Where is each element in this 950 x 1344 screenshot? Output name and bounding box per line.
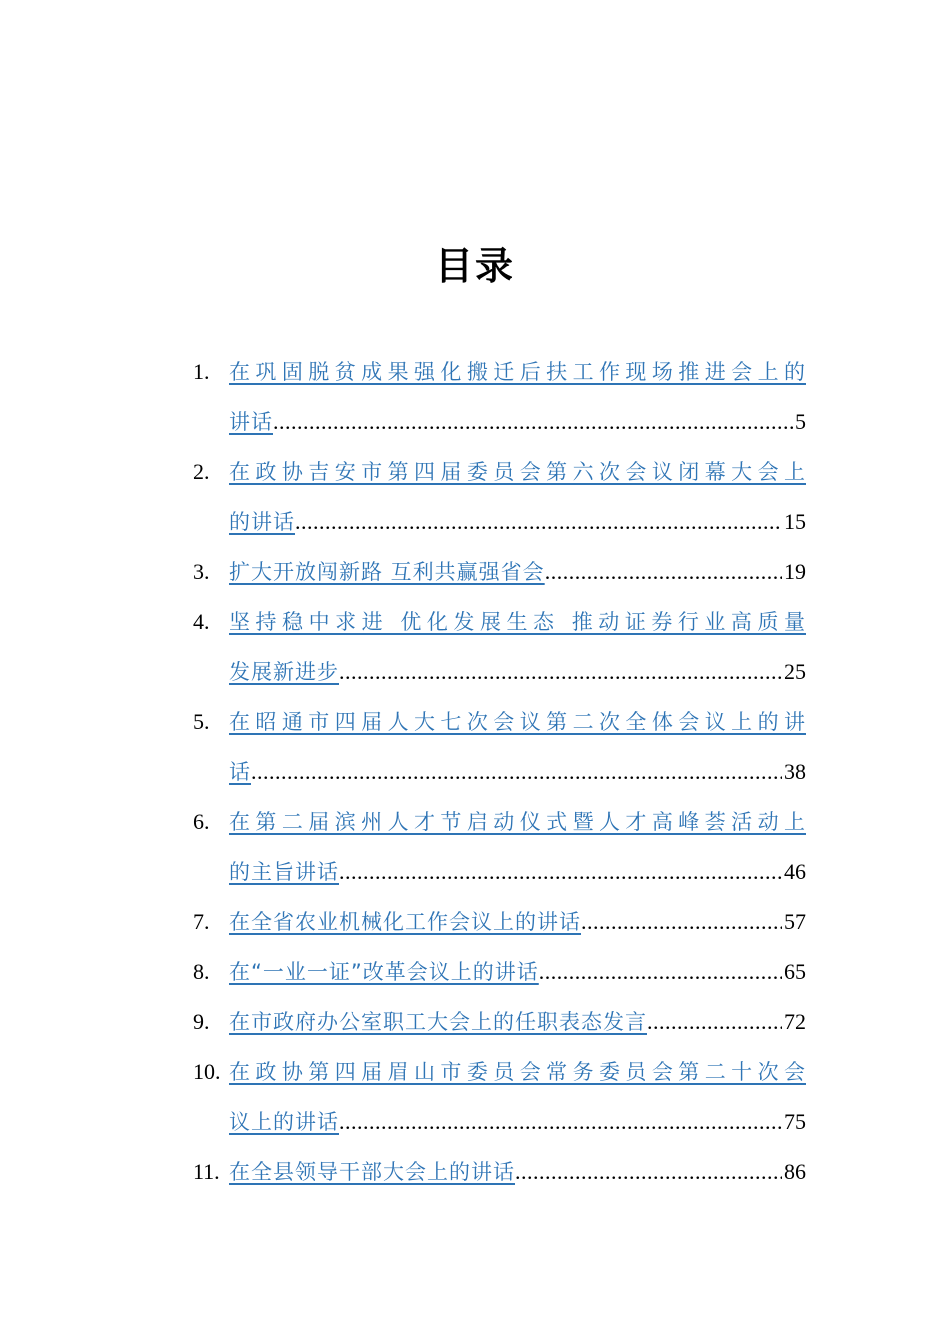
- toc-entry-last-line: [229, 547, 806, 597]
- toc-entry: [193, 797, 806, 897]
- toc-entry-link[interactable]: 发展新进步: [229, 660, 339, 684]
- toc-entry-first-line: [229, 597, 806, 647]
- toc-entry: [193, 447, 806, 547]
- toc-page-number: 5: [795, 409, 806, 434]
- toc-entry-body: [229, 547, 806, 597]
- toc-entry-link[interactable]: 扩大开放闯新路 互利共赢强省会: [229, 560, 545, 584]
- toc-entry-link[interactable]: 坚持稳中求进 优化发展生态 推动证券行业高质量: [229, 610, 806, 634]
- toc-entry-link[interactable]: 在“一业一证”改革会议上的讲话: [229, 960, 539, 984]
- toc-page-number: 38: [784, 759, 806, 784]
- dot-leader: [339, 647, 782, 697]
- dot-leader: [647, 997, 782, 1047]
- dot-leader: [273, 397, 793, 447]
- toc-entry-last-line: [229, 897, 806, 947]
- toc-entry-number: 7.: [193, 909, 210, 934]
- toc-entry: [193, 947, 806, 997]
- toc-entry-first-line: [229, 447, 806, 497]
- toc-page-number: 19: [784, 559, 806, 584]
- toc-entry-last-line: [229, 947, 806, 997]
- dot-leader: [251, 747, 782, 797]
- toc-entry-body: [229, 597, 806, 697]
- toc-entry-number: 8.: [193, 959, 210, 984]
- toc-entry-first-line: [229, 797, 806, 847]
- toc-entry-link[interactable]: 在巩固脱贫成果强化搬迁后扶工作现场推进会上的: [229, 360, 806, 384]
- toc-entry-number: 9.: [193, 1009, 210, 1034]
- toc-entry-first-line: [229, 697, 806, 747]
- toc-entry-link[interactable]: 在全省农业机械化工作会议上的讲话: [229, 910, 581, 934]
- toc-entry-body: [229, 1047, 806, 1147]
- toc-entry-number: 6.: [193, 809, 210, 834]
- toc-entry-link[interactable]: 话: [229, 760, 251, 784]
- toc-entry-body: [229, 997, 806, 1047]
- toc-page-number: 57: [784, 909, 806, 934]
- toc-entry: [193, 697, 806, 797]
- toc-page-number: 65: [784, 959, 806, 984]
- toc-entry: [193, 897, 806, 947]
- toc-entry-link[interactable]: 在政协第四届眉山市委员会常务委员会第二十次会: [229, 1060, 806, 1084]
- dot-leader: [581, 897, 782, 947]
- dot-leader: [515, 1147, 782, 1197]
- dot-leader: [339, 1097, 782, 1147]
- toc-entry-last-line: [229, 847, 806, 897]
- toc-entry: [193, 1147, 806, 1197]
- toc-entry-last-line: [229, 397, 806, 447]
- toc-entry-first-line: [229, 347, 806, 397]
- toc-entry-body: [229, 897, 806, 947]
- toc-entry: [193, 597, 806, 697]
- toc-entry-link[interactable]: 议上的讲话: [229, 1110, 339, 1134]
- toc-entry-number: 4.: [193, 609, 210, 634]
- toc-page-number: 72: [784, 1009, 806, 1034]
- toc-entry: [193, 1047, 806, 1147]
- toc-entry-link[interactable]: 在市政府办公室职工大会上的任职表态发言: [229, 1010, 647, 1034]
- toc-entry-link[interactable]: 在昭通市四届人大七次会议第二次全体会议上的讲: [229, 710, 806, 734]
- toc-entry-link[interactable]: 的主旨讲话: [229, 860, 339, 884]
- toc-page-number: 46: [784, 859, 806, 884]
- toc-page-number: 15: [784, 509, 806, 534]
- toc-entry: [193, 347, 806, 447]
- toc-entry-link[interactable]: 讲话: [229, 410, 273, 434]
- toc-entry-link[interactable]: 在政协吉安市第四届委员会第六次会议闭幕大会上: [229, 460, 806, 484]
- toc-entry-number: 1.: [193, 359, 210, 384]
- dot-leader: [295, 497, 782, 547]
- toc-entry-body: [229, 797, 806, 897]
- toc-entry-body: [229, 447, 806, 547]
- dot-leader: [545, 547, 782, 597]
- dot-leader: [339, 847, 782, 897]
- toc-entry-link[interactable]: 在全县领导干部大会上的讲话: [229, 1160, 515, 1184]
- toc-entry-number: 11.: [193, 1159, 220, 1184]
- toc-page-number: 86: [784, 1159, 806, 1184]
- toc-entry-body: [229, 947, 806, 997]
- toc-entry-last-line: [229, 497, 806, 547]
- toc-entry-body: [229, 1147, 806, 1197]
- toc-entry-first-line: [229, 1047, 806, 1097]
- table-of-contents: [193, 347, 806, 1197]
- toc-entry-number: 3.: [193, 559, 210, 584]
- dot-leader: [539, 947, 782, 997]
- toc-entry-number: 2.: [193, 459, 210, 484]
- toc-entry-number: 5.: [193, 709, 210, 734]
- toc-entry-link[interactable]: 在第二届滨州人才节启动仪式暨人才高峰荟活动上: [229, 810, 806, 834]
- toc-entry-last-line: [229, 1097, 806, 1147]
- toc-entry-last-line: [229, 1147, 806, 1197]
- toc-entry-number: 10.: [193, 1059, 221, 1084]
- toc-entry: [193, 997, 806, 1047]
- toc-page-number: 75: [784, 1109, 806, 1134]
- toc-entry-last-line: [229, 747, 806, 797]
- toc-page-number: 25: [784, 659, 806, 684]
- toc-title: 目录: [434, 244, 515, 288]
- toc-entry-last-line: [229, 997, 806, 1047]
- toc-entry: [193, 547, 806, 597]
- toc-entry-last-line: [229, 647, 806, 697]
- toc-entry-body: [229, 697, 806, 797]
- toc-entry-link[interactable]: 的讲话: [229, 510, 295, 534]
- toc-entry-body: [229, 347, 806, 447]
